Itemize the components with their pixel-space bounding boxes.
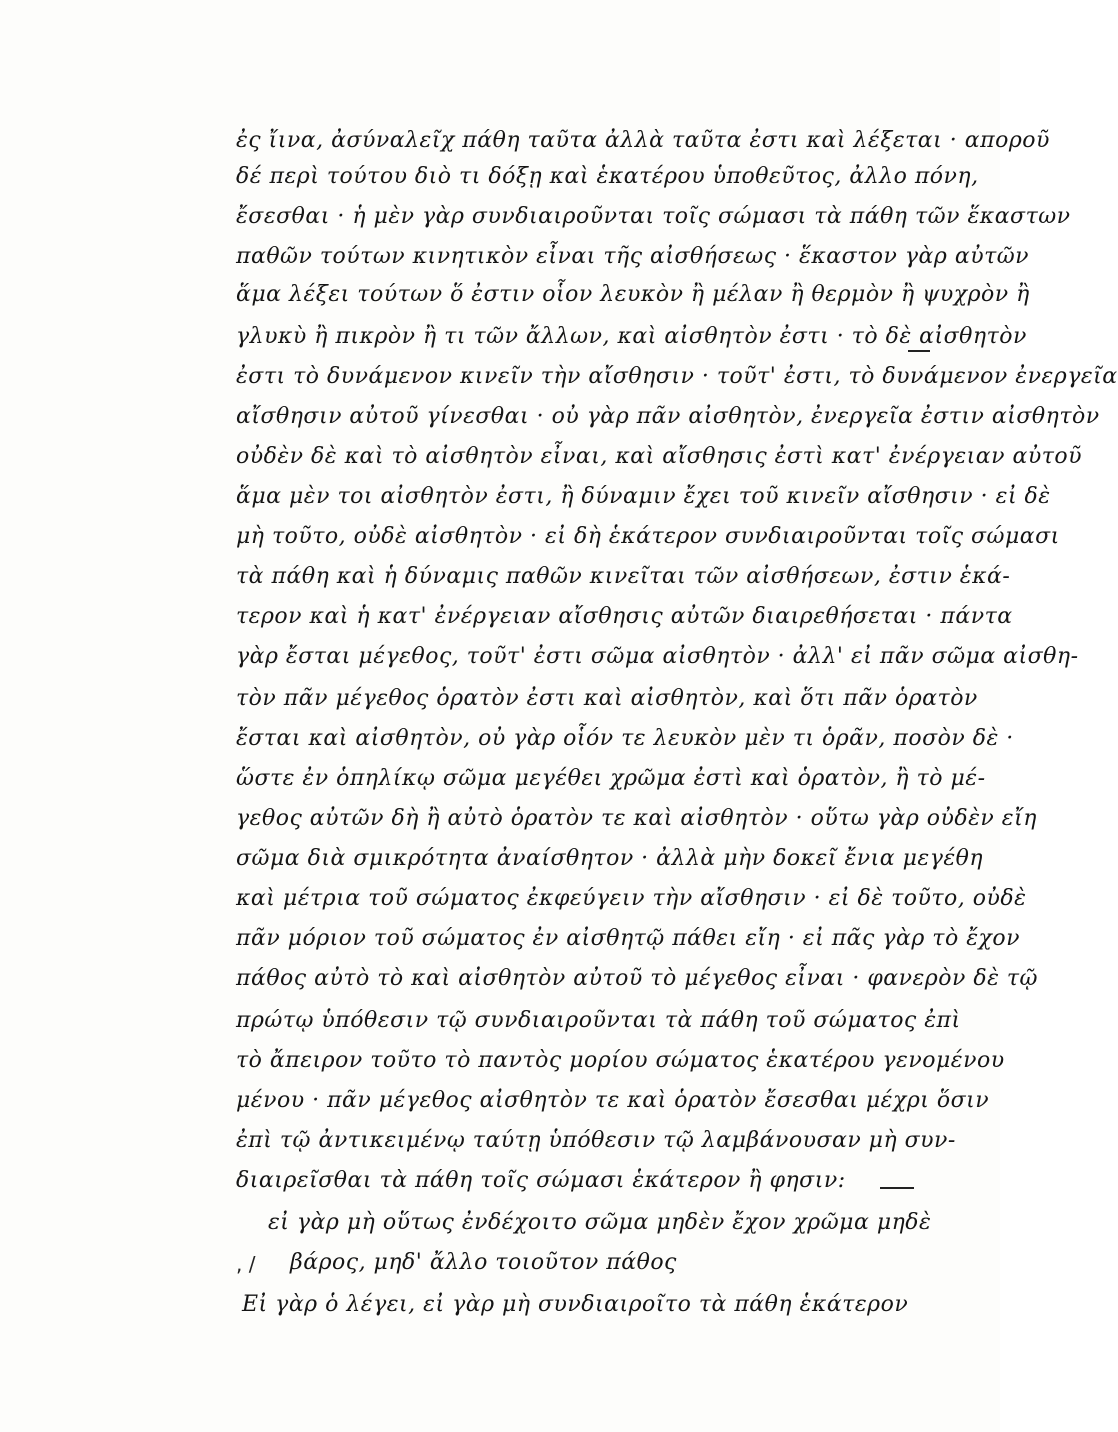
text-line-9: οὐδὲν δὲ καὶ τὸ αἰσθητὸν εἶναι, καὶ αἴσθησις ἐστὶ κατ' ἐνέργειαν αὐτοῦ — [236, 444, 1083, 469]
text-line-5: ἅμα λέξει τούτων ὅ ἐστιν οἷον λευκὸν ἢ μέλαν ἢ θερμὸν ἢ ψυχρὸν ἢ — [236, 282, 1030, 307]
text-line-3: ἔσεσθαι · ἡ μὲν γὰρ συνδιαιροῦνται τοῖς σώμασι τὰ πάθη τῶν ἕκαστων — [236, 204, 1071, 229]
text-line-29: βάρος, μηδ' ἄλλο τοιοῦτον πάθος — [290, 1250, 677, 1275]
text-line-15: τὸν πᾶν μέγεθος ὁρατὸν ἐστι καὶ αἰσθητὸν, καὶ ὅτι πᾶν ὁρατὸν — [236, 686, 978, 711]
margin-dash — [908, 350, 930, 352]
text-line-1: ἐς ἴινα, ἀσύναλεῖχ πάθη ταῦτα ἀλλὰ ταῦτα ἐστι καὶ λέξεται · αποροῦ — [236, 128, 1050, 153]
closing-dash — [880, 1187, 914, 1189]
text-line-26: ἐπὶ τῷ ἀντικειμένῳ ταύτῃ ὑπόθεσιν τῷ λαμβάνουσαν μὴ συν- — [236, 1128, 956, 1153]
text-line-8: αἴσθησιν αὐτοῦ γίνεσθαι · οὐ γὰρ πᾶν αἰσθητὸν, ἐνεργεῖα ἐστιν αἰσθητὸν — [236, 404, 1100, 429]
text-line-17: ὥστε ἐν ὁπηλίκῳ σῶμα μεγέθει χρῶμα ἐστὶ καὶ ὁρατὸν, ἢ τὸ μέ- — [236, 766, 986, 791]
text-line-24: τὸ ἄπειρον τοῦτο τὸ παντὸς μορίου σώματος ἑκατέρου γενομένου — [236, 1048, 1005, 1073]
text-line-23: πρώτῳ ὑπόθεσιν τῷ συνδιαιροῦνται τὰ πάθη τοῦ σώματος ἐπὶ — [236, 1008, 961, 1033]
text-line-22: πάθος αὐτὸ τὸ καὶ αἰσθητὸν αὐτοῦ τὸ μέγεθος εἶναι · φανερὸν δὲ τῷ — [236, 966, 1038, 991]
text-line-10: ἅμα μὲν τοι αἰσθητὸν ἐστι, ἢ δύναμιν ἔχει τοῦ κινεῖν αἴσθησιν · εἰ δὲ — [236, 484, 1051, 509]
text-line-13: τερον καὶ ἡ κατ' ἐνέργειαν αἴσθησις αὐτῶν διαιρεθήσεται · πάντα — [236, 604, 1013, 629]
text-line-20: καὶ μέτρια τοῦ σώματος ἐκφεύγειν τὴν αἴσθησιν · εἰ δὲ τοῦτο, οὐδὲ — [236, 886, 1027, 911]
text-line-30: Εἰ γὰρ ὁ λέγει, εἰ γὰρ μὴ συνδιαιροῖτο τὰ πάθη ἑκάτερον — [242, 1292, 909, 1317]
text-line-21: πᾶν μόριον τοῦ σώματος ἐν αἰσθητῷ πάθει εἴη · εἰ πᾶς γὰρ τὸ ἔχον — [236, 926, 1020, 951]
text-line-2: δέ περὶ τούτου διὸ τι δόξῃ καὶ ἑκατέρου ὑποθεῦτος, ἀλλο πόνη, — [236, 164, 979, 189]
text-line-14: γὰρ ἔσται μέγεθος, τοῦτ' ἐστι σῶμα αἰσθητὸν · ἀλλ' εἰ πᾶν σῶμα αἰσθη- — [236, 644, 1079, 669]
text-line-6: γλυκὺ ἢ πικρὸν ἢ τι τῶν ἄλλων, καὶ αἰσθητὸν ἐστι · τὸ δὲ αἰσθητὸν — [236, 324, 1027, 349]
text-line-4: παθῶν τούτων κινητικὸν εἶναι τῆς αἰσθήσεως · ἕκαστον γὰρ αὐτῶν — [236, 244, 1030, 269]
text-line-28: εἰ γὰρ μὴ οὕτως ἐνδέχοιτο σῶμα μηδὲν ἔχον χρῶμα μηδὲ — [268, 1210, 932, 1235]
text-line-16: ἔσται καὶ αἰσθητὸν, οὐ γὰρ οἷόν τε λευκὸν μὲν τι ὁρᾶν, ποσὸν δὲ · — [236, 726, 1014, 751]
text-line-12: τὰ πάθη καὶ ἡ δύναμις παθῶν κινεῖται τῶν αἰσθήσεων, ἐστιν ἑκά- — [236, 564, 1011, 589]
text-line-27: διαιρεῖσθαι τὰ πάθη τοῖς σώμασι ἑκάτερον ἢ φησιν: — [236, 1168, 846, 1193]
text-line-7: ἐστι τὸ δυνάμενον κινεῖν τὴν αἴσθησιν · τοῦτ' ἐστι, τὸ δυνάμενον ἐνεργεῖα — [236, 364, 1118, 389]
text-line-19: σῶμα διὰ σμικρότητα ἀναίσθητον · ἀλλὰ μὴν δοκεῖ ἔνια μεγέθη — [236, 846, 984, 871]
margin-mark: , / — [236, 1252, 256, 1276]
text-line-25: μένου · πᾶν μέγεθος αἰσθητὸν τε καὶ ὁρατὸν ἔσεσθαι μέχρι ὅσιν — [236, 1088, 990, 1113]
text-line-18: γεθος αὐτῶν δὴ ἢ αὐτὸ ὁρατὸν τε καὶ αἰσθητὸν · οὕτω γὰρ οὐδὲν εἴη — [236, 806, 1037, 831]
text-line-11: μὴ τοῦτο, οὐδὲ αἰσθητὸν · εἰ δὴ ἑκάτερον συνδιαιροῦνται τοῖς σώμασι — [236, 524, 1060, 549]
